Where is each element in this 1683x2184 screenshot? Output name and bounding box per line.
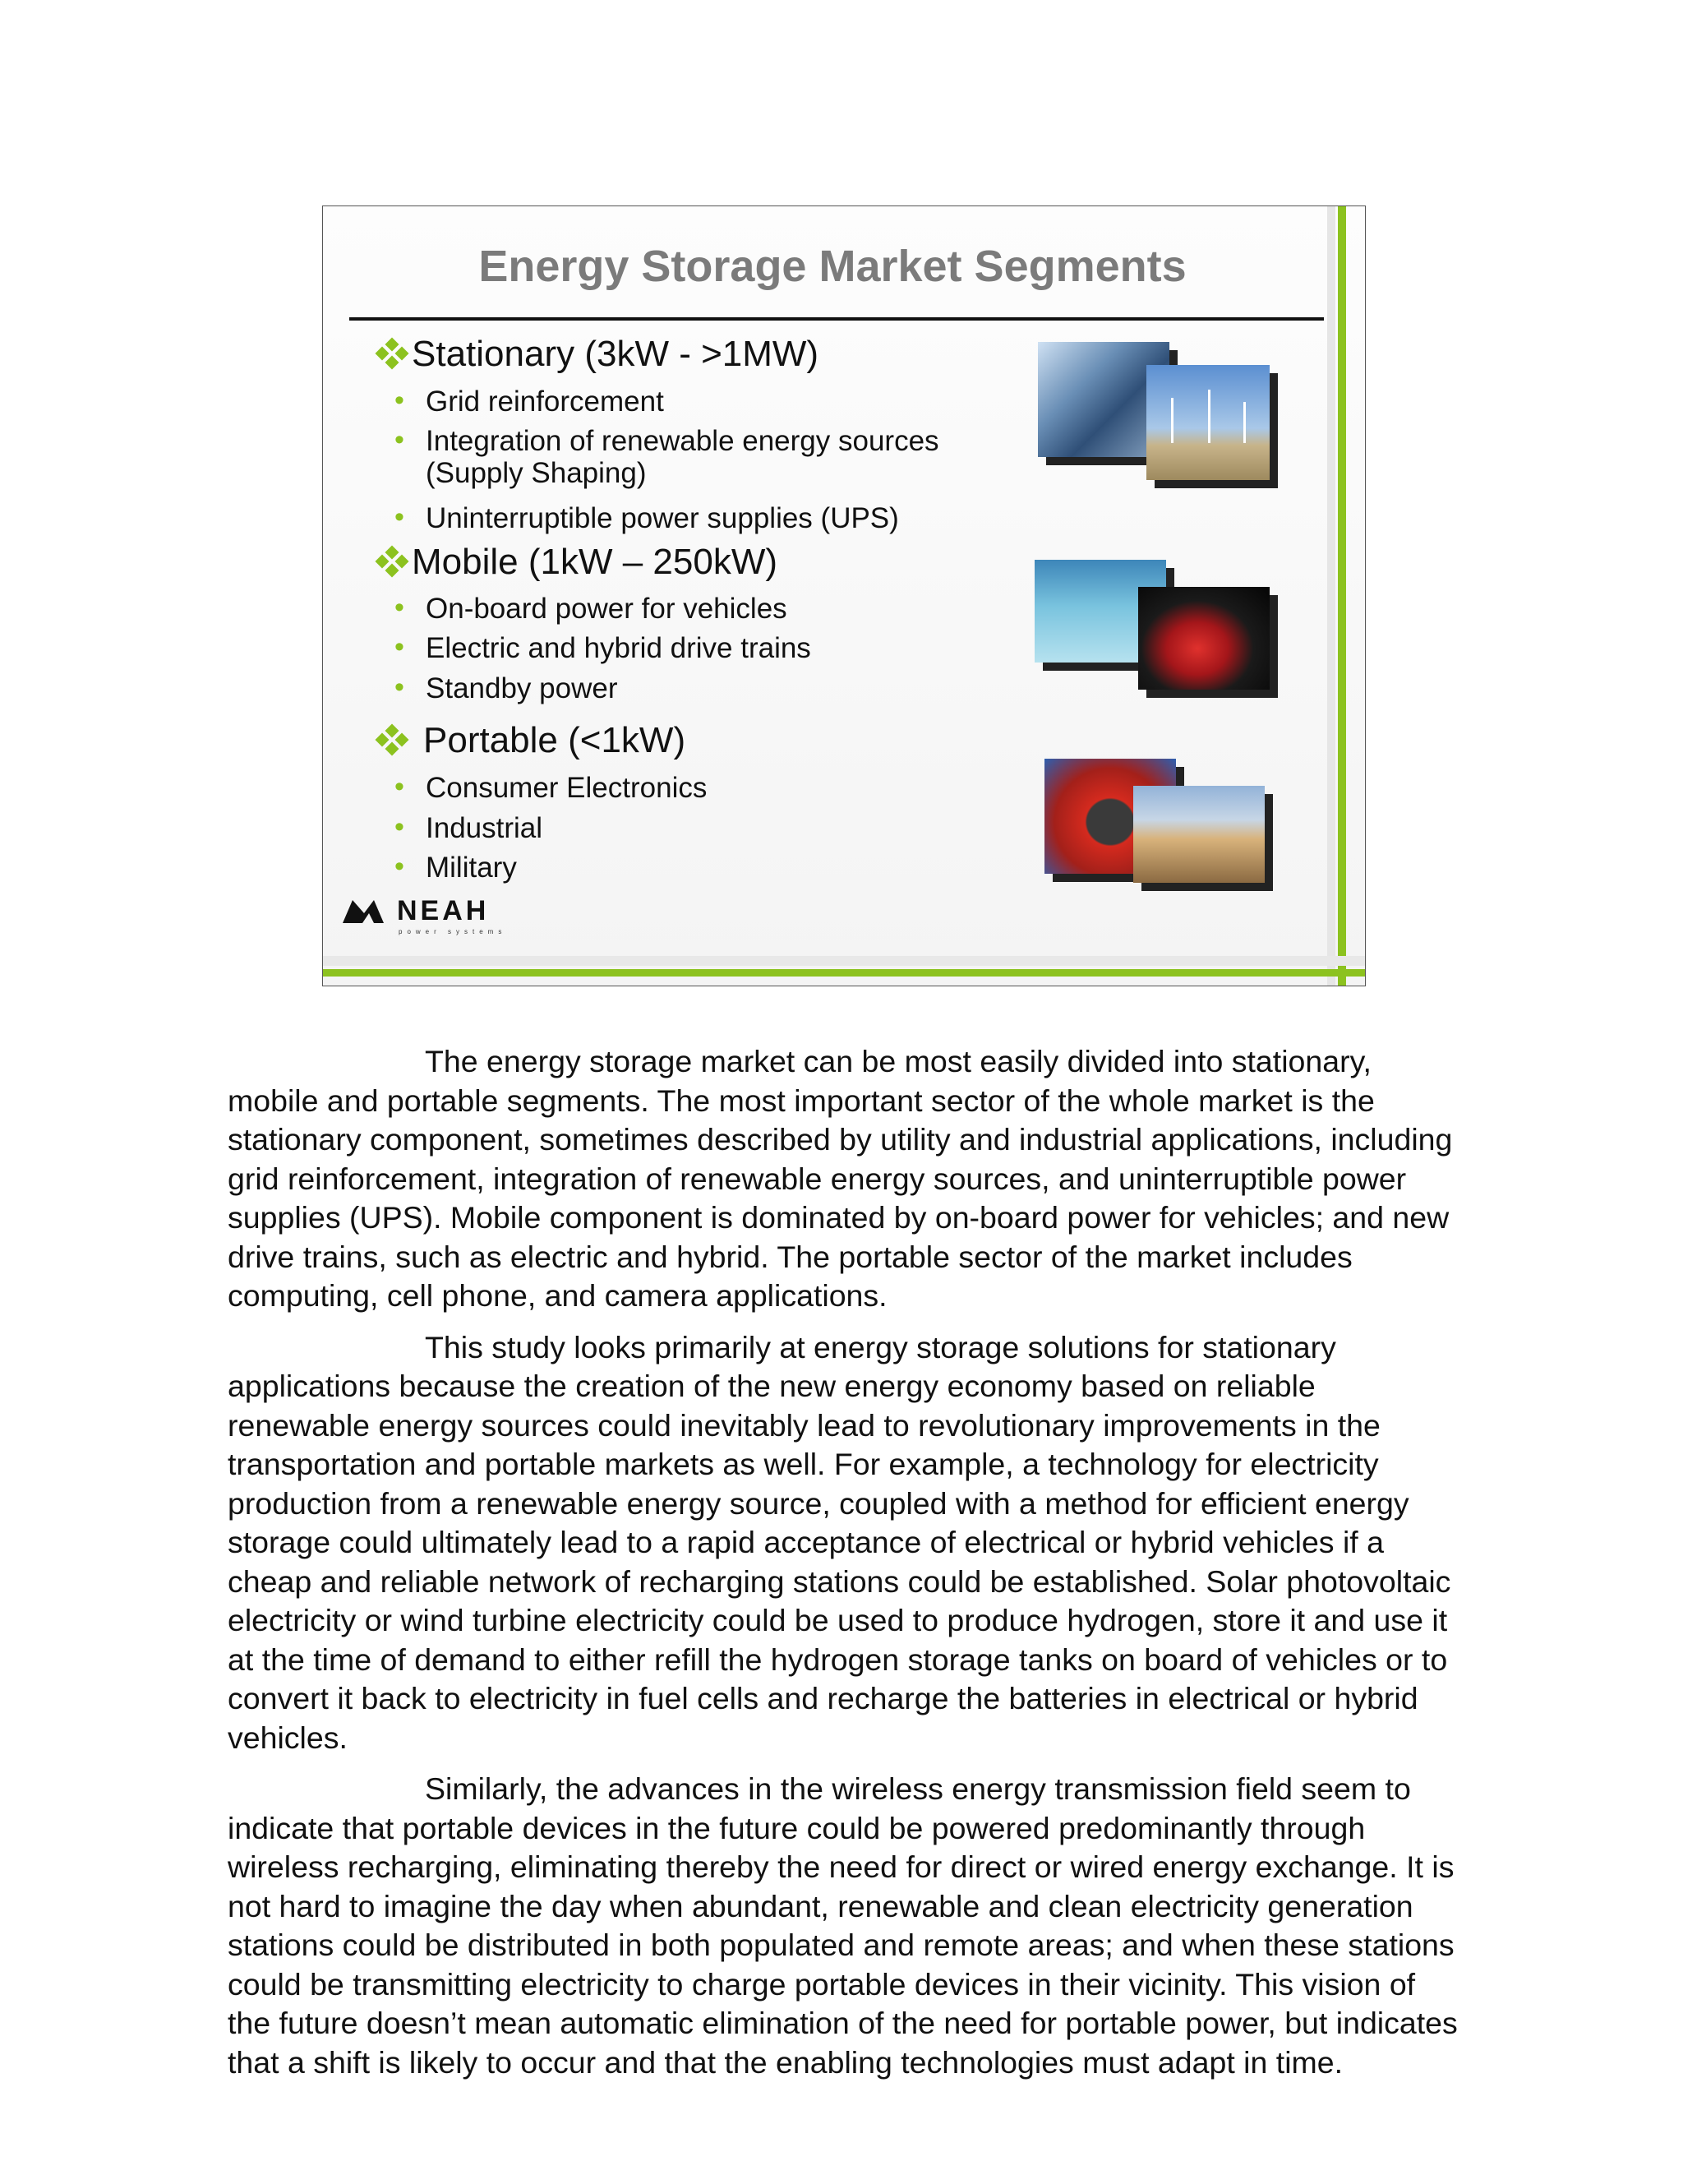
bullet-dot-icon: • [394, 501, 404, 533]
bullet-text: Grid reinforcement [426, 386, 664, 418]
bullet-continuation [426, 457, 647, 490]
bullet-dot-icon: • [394, 771, 404, 802]
section-heading: Portable (<1kW) [423, 720, 686, 760]
bullet-item [394, 385, 664, 418]
logo-tagline: power systems [399, 928, 507, 935]
section-stationary [377, 334, 818, 375]
bullet-dot-icon: • [394, 592, 404, 623]
section-portable [377, 720, 685, 761]
neah-logo-mark-icon [341, 895, 394, 928]
section-heading: Mobile (1kW – 250kW) [412, 542, 778, 582]
windmill-icon [1171, 398, 1173, 443]
bullet-item [394, 424, 939, 458]
bullet-text: Integration of renewable energy sources [426, 425, 939, 457]
body-text [228, 1042, 1460, 2094]
windmill-icon [1208, 390, 1210, 443]
section-heading: Stationary (3kW - >1MW) [412, 334, 819, 374]
bullet-text: Industrial [426, 812, 543, 844]
bullet-text: Standby power [426, 672, 618, 704]
slide-gray-bar-horizontal [323, 956, 1366, 966]
wind-turbines-photo [1146, 365, 1270, 480]
diamond-bullet-icon [377, 726, 408, 754]
bullet-item [394, 631, 811, 665]
neah-logo [341, 895, 555, 943]
bullet-text: Consumer Electronics [426, 772, 708, 804]
slide-title: Energy Storage Market Segments [478, 242, 1187, 291]
bullet-item [394, 501, 899, 535]
bullet-item [394, 592, 787, 626]
logo-wordmark: NEAH [397, 895, 490, 926]
slide-figure [322, 205, 1366, 986]
bullet-text: Military [426, 852, 517, 884]
paragraph-2: This study looks primarily at energy storage solutions for stationary applications because the creation of the new energy economy based on reliable renewable energy sources could inevitably lead to revolutionary improvements in the transportation and portable markets as well. For example, a technology for electricity production from a renewable energy source, coupled with a method for efficient energy storage could ultimately lead to a rapid acceptance of electrical or hybrid vehicles if a cheap and reliable network of recharging stations could be established. Solar photovoltaic electricity or wind turbine electricity could be used to produce hydrogen, store it and use it at the time of demand to either refill the hydrogen storage tanks on board of vehicles or to convert it back to electricity in fuel cells and recharge the batteries in electrical or hybrid vehicles. [228, 1329, 1451, 1755]
bullet-text: Electric and hybrid drive trains [426, 632, 811, 664]
bullet-text: (Supply Shaping) [426, 457, 647, 489]
bullet-dot-icon: • [394, 672, 404, 703]
bullet-dot-icon: • [394, 424, 404, 455]
paragraph-1: The energy storage market can be most easily divided into stationary, mobile and portable segments. The most important sector of the whole market is the stationary component, sometimes described by utility and industrial applications, including grid reinforcement, integration of renewable energy sources, and uninterruptible power supplies (UPS). Mobile component is dominated by on-board power for vehicles; and new drive trains, such as electric and hybrid. The portable sector of the market includes computing, cell phone, and camera applications. [228, 1044, 1453, 1313]
electric-car-photo [1138, 587, 1270, 690]
military-field-photo [1133, 786, 1265, 883]
bullet-text: On-board power for vehicles [426, 593, 787, 625]
bullet-dot-icon: • [394, 811, 404, 843]
diamond-bullet-icon [377, 339, 408, 367]
bullet-text: Uninterruptible power supplies (UPS) [426, 502, 899, 534]
paragraph-3: Similarly, the advances in the wireless energy transmission field seem to indicate that portable devices in the future could be powered predominantly through wireless recharging, eliminating thereby the need for direct or wired energy exchange. It is not hard to imagine the day when abundant, renewable and clean electricity generation stations could be distributed in both populated and remote areas; and when these stations could be transmitting electricity to charge portable devices in their vicinity. This vision of the future doesn’t mean automatic elimination of the need for portable power, but indicates that a shift is likely to occur and that the enabling technologies must adapt in time. [228, 1771, 1458, 2080]
bullet-item [394, 672, 618, 705]
diamond-bullet-icon [377, 547, 408, 575]
bullet-dot-icon: • [394, 851, 404, 882]
slide-green-bar-vertical [1338, 206, 1346, 986]
slide-gray-bar-vertical [1327, 206, 1335, 986]
title-divider [349, 317, 1324, 321]
bullet-item [394, 851, 517, 884]
bullet-item [394, 771, 708, 805]
slide-green-bar-horizontal [323, 969, 1366, 977]
bullet-item [394, 811, 543, 845]
page-bottom-clip [0, 2118, 1683, 2184]
bullet-dot-icon: • [394, 631, 404, 663]
bullet-dot-icon: • [394, 385, 404, 416]
windmill-icon [1243, 402, 1246, 443]
section-mobile [377, 542, 777, 583]
